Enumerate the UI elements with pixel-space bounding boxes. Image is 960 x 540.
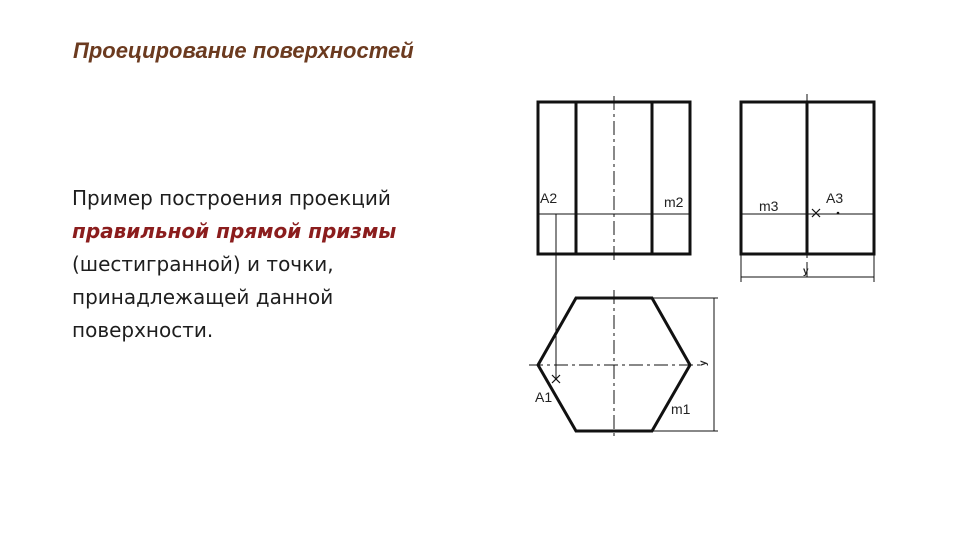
body-line-4: принадлежащей данной: [72, 285, 334, 309]
side-view: [741, 94, 874, 282]
label-a2: A2: [540, 190, 558, 206]
front-view: [538, 96, 690, 262]
top-view: [529, 290, 718, 440]
label-a1: A1: [535, 389, 553, 405]
slide-title: Проецирование поверхностей: [73, 38, 414, 63]
label-m1: m1: [671, 401, 691, 417]
point-a3-dot: [837, 212, 840, 215]
point-a3-cross: [812, 209, 820, 217]
body-line-1: Пример построения проекций: [72, 186, 391, 210]
body-line-5: поверхности.: [72, 318, 214, 342]
label-y-side: y: [698, 360, 709, 366]
label-m2: m2: [664, 194, 684, 210]
body-line-3: (шестигранной) и точки,: [72, 252, 334, 276]
label-m3: m3: [759, 198, 779, 214]
body-emphasis: правильной прямой призмы: [72, 219, 397, 243]
label-y-bottom: y: [803, 266, 809, 277]
label-a3: A3: [826, 190, 844, 206]
